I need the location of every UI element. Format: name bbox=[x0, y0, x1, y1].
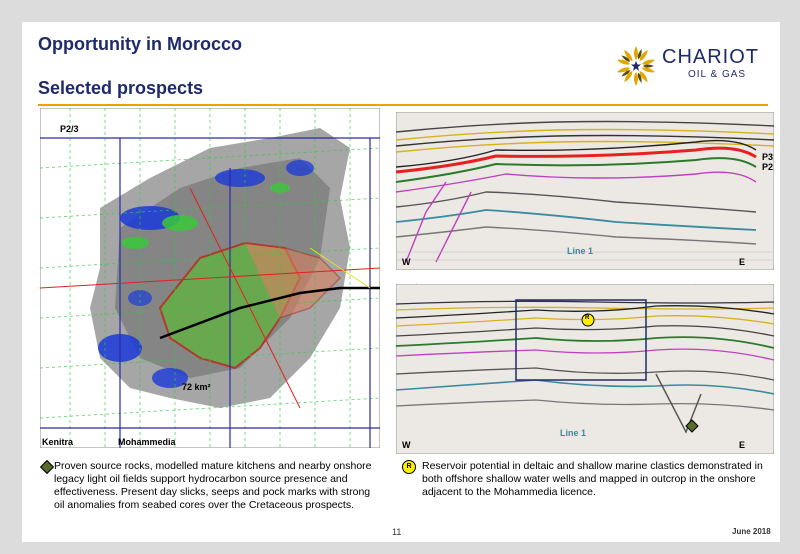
seismic-bottom-east-label: E bbox=[739, 440, 746, 450]
page-title: Opportunity in Morocco bbox=[38, 34, 242, 54]
horizon-p3-label: P3 bbox=[762, 152, 774, 162]
logo-name: CHARIOT bbox=[662, 46, 759, 68]
horizon-p2-label: P2 bbox=[762, 162, 774, 172]
prospect-map bbox=[40, 108, 380, 448]
map-city-kenitra: Kenitra bbox=[42, 437, 74, 447]
map-block-label: P2/3 bbox=[60, 124, 79, 134]
title-divider bbox=[38, 104, 768, 106]
seismic-bottom-line-label: Line 1 bbox=[560, 428, 587, 438]
slide bbox=[22, 22, 780, 542]
bullet-source-rocks-text: Proven source rocks, modelled mature kitchens and nearby onshore legacy light oil fields support hydrocarbon source presence and effectiveness. Present day slicks, seeps and pock marks with strong oil anomalies from seabed cores over the Cretaceous prospects. bbox=[54, 460, 372, 511]
seismic-top-line-label: Line 1 bbox=[567, 246, 594, 256]
map-city-mohammedia: Mohammedia bbox=[118, 437, 176, 447]
page-subtitle: Selected prospects bbox=[38, 78, 204, 98]
map-area-label: 72 km² bbox=[182, 382, 211, 392]
reservoir-badge-icon: R bbox=[402, 460, 416, 474]
logo-subtitle: OIL & GAS bbox=[688, 69, 747, 80]
bullet-reservoir-text: Reservoir potential in deltaic and shallow marine clastics demonstrated in both offshore shallow water wells and mapped in outcrop in the onshore adjacent to the Mohammedia licence. bbox=[422, 460, 763, 498]
bullet-reservoir bbox=[402, 460, 772, 499]
seismic-top-east-label: E bbox=[739, 257, 746, 267]
bullet-source-rocks bbox=[40, 460, 380, 512]
page-number: 11 bbox=[392, 527, 402, 537]
footer-date: June 2018 bbox=[732, 527, 771, 536]
reservoir-marker: R bbox=[585, 315, 590, 321]
seismic-top-west-label: W bbox=[402, 257, 411, 267]
seismic-bottom-west-label: W bbox=[402, 440, 411, 450]
diamond-icon bbox=[40, 460, 54, 474]
